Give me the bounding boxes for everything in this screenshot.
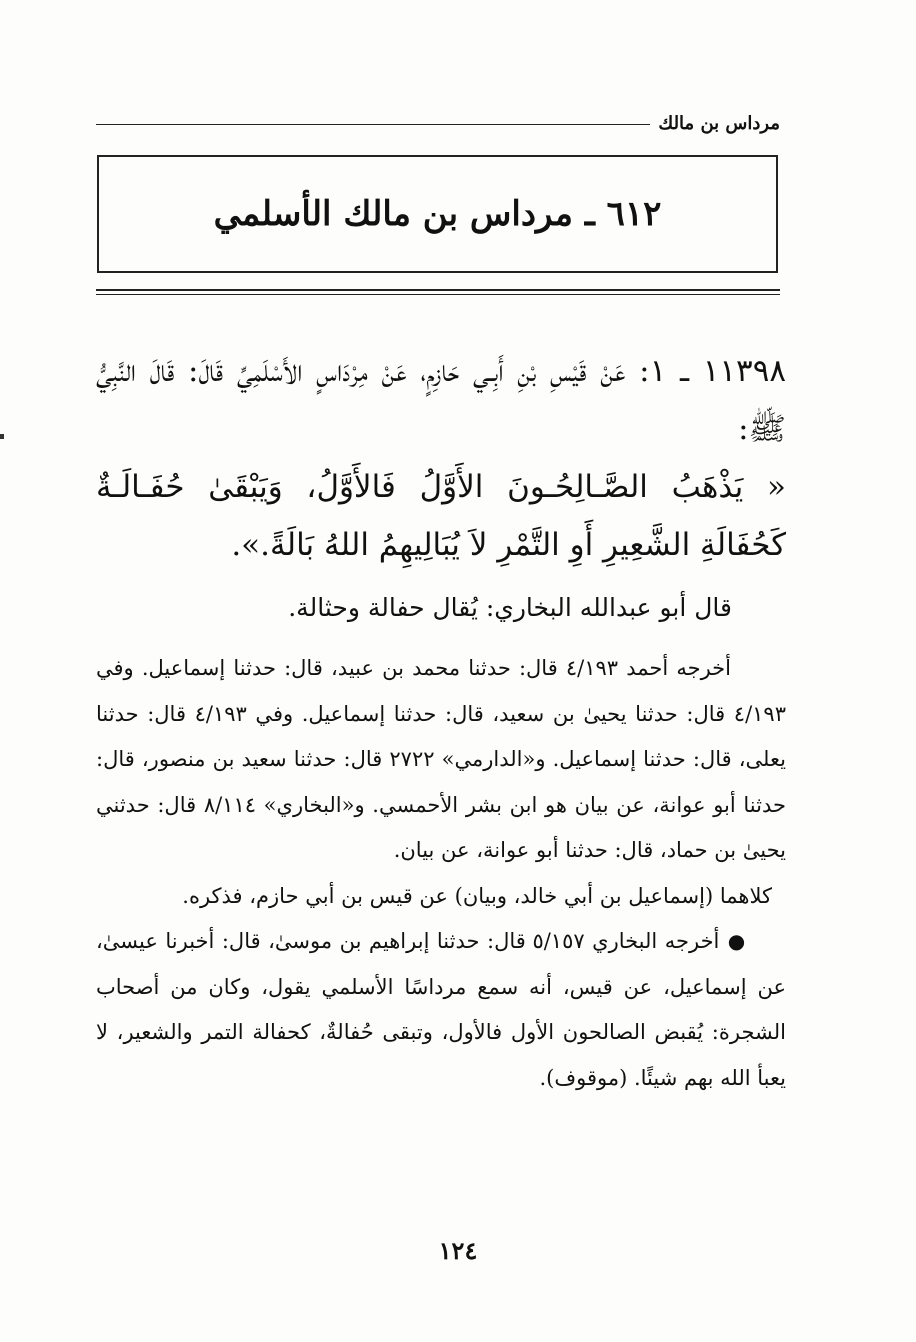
page-number: ١٢٤ xyxy=(438,1236,478,1265)
takhrij-section xyxy=(96,646,786,1101)
hadith-matn: « يَذْهَبُ الصَّـالِحُـونَ الأَوَّلُ فَالأَوَّلُ، وَيَبْقَىٰ حُفَـالَـةٌ كَحُفَالَةِ الشَّعِيرِ أَوِ التَّمْرِ لاَ يُبَالِيهِمُ اللهُ بَالَةً.». xyxy=(96,469,786,563)
takhrij-paragraph-3 xyxy=(96,919,786,1101)
takhrij-text-1: أخرجه أحمد ٤/١٩٣ قال: حدثنا محمد بن عبيد، قال: حدثنا إسماعيل. وفي ٤/١٩٣ قال: حدثنا يحيىٰ بن سعيد، قال: حدثنا إسماعيل. وفي ٤/١٩٣ قال: حدثنا يعلى، قال: حدثنا إسماعيل. و«الدارمي» ٢٧٢٢ قال: حدثنا سعيد بن منصور، قال: حدثنا أبو عوانة، عن بيان هو ابن بشر الأحمسي. و«البخاري» ٨/١١٤ قال: حدثني يحيىٰ بن حماد، قال: حدثنا أبو عوانة، عن بيان. xyxy=(96,656,786,862)
margin-mark xyxy=(0,434,4,439)
chapter-title-box xyxy=(97,155,778,273)
takhrij-paragraph-1 xyxy=(96,646,786,874)
page-content xyxy=(96,342,786,1101)
hadith-isnad: ١١٣٩٨ ـ ١: عَنْ قَيْسِ بْنِ أَبِـي حَازِمٍ، عَنْ مِرْدَاسٍ الأَسْلَمِيِّ قَالَ: قَالَ النَّبِيُّ ﷺ: xyxy=(96,353,787,447)
running-head xyxy=(96,104,780,134)
running-head-rule xyxy=(96,124,650,125)
title-divider xyxy=(96,289,780,295)
bukhari-note: قال أبو عبدالله البخاري: يُقال حفالة وحثالة. xyxy=(288,593,732,622)
bullet-icon: ● xyxy=(726,929,746,953)
running-head-title: مرداس بن مالك xyxy=(658,113,780,134)
takhrij-text-3: أخرجه البخاري ٥/١٥٧ قال: حدثنا إبراهيم بن موسىٰ، قال: أخبرنا عيسىٰ، عن إسماعيل، عن قيس، أنه سمع مرداسًا الأسلمي يقول، وكان من أصحاب الشجرة: يُقبض الصالحون الأول فالأول، وتبقى حُفالةٌ، كحفالة التمر والشعير، لا يعبأ الله بهم شيئًا. (موقوف). xyxy=(96,929,786,1090)
chapter-title: ٦١٢ ـ مرداس بن مالك الأسلمي xyxy=(213,194,662,234)
takhrij-paragraph-2: كلاهما (إسماعيل بن أبي خالد، وبيان) عن قيس بن أبي حازم، فذكره. xyxy=(182,883,772,908)
